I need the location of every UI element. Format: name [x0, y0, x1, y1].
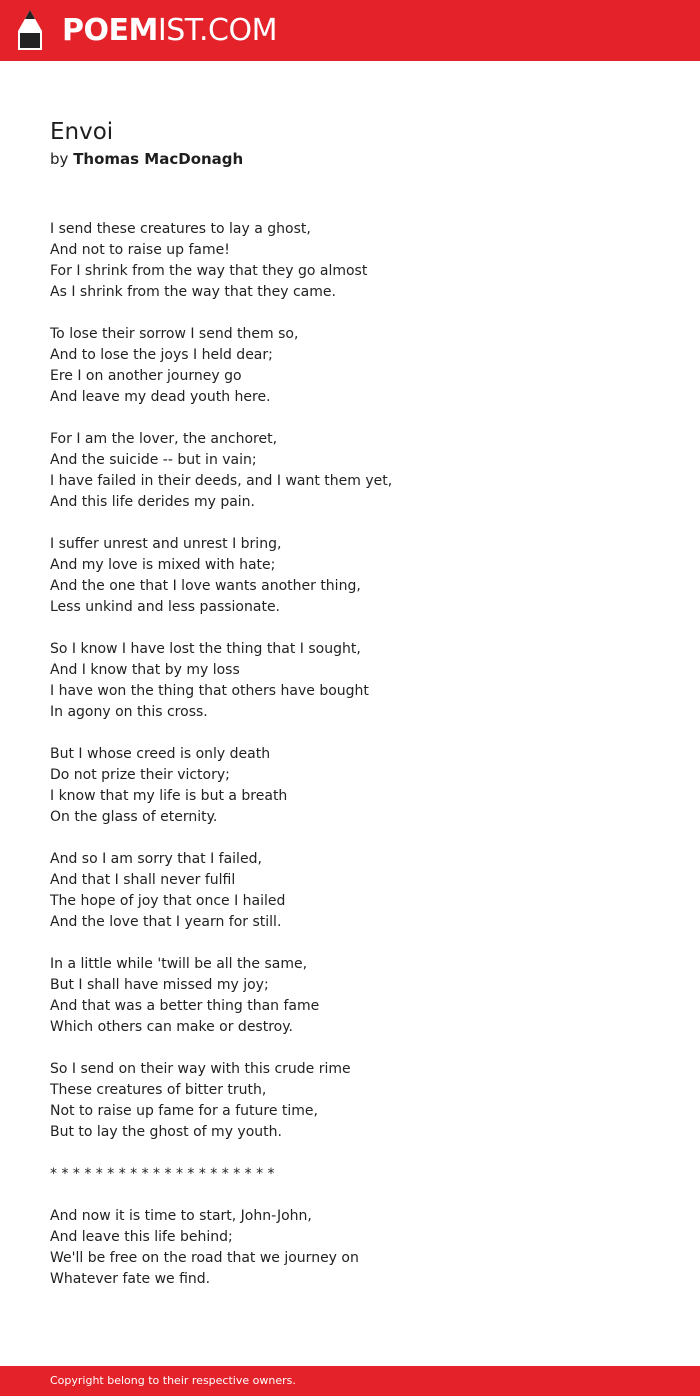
poem-line: And to lose the joys I held dear;: [50, 347, 273, 363]
poem-line: In agony on this cross.: [50, 704, 208, 720]
poem-line: And not to raise up fame!: [50, 242, 230, 258]
poem-line: For I am the lover, the anchoret,: [50, 431, 278, 447]
poem-stanza: [50, 324, 650, 408]
poem-line: So I send on their way with this crude rime: [50, 1061, 351, 1077]
poem-line: And the love that I yearn for still.: [50, 914, 282, 930]
poem-stanza: [50, 534, 650, 618]
poem-line: * * * * * * * * * * * * * * * * * * * *: [50, 1166, 275, 1182]
footer-copyright: Copyright belong to their respective owners.: [50, 1374, 296, 1387]
poem-stanza: [50, 849, 650, 933]
poem-line: On the glass of eternity.: [50, 809, 218, 825]
poem-author: Thomas MacDonagh: [73, 150, 244, 168]
poem-stanza: [50, 429, 650, 513]
poem-line: To lose their sorrow I send them so,: [50, 326, 299, 342]
poem-line: Whatever fate we find.: [50, 1271, 211, 1287]
poem-line: And the suicide -- but in vain;: [50, 452, 257, 468]
poem-line: But to lay the ghost of my youth.: [50, 1124, 282, 1140]
poem-line: Not to raise up fame for a future time,: [50, 1103, 318, 1119]
poem-stanza: [50, 1059, 650, 1143]
poem-line: And so I am sorry that I failed,: [50, 851, 262, 867]
poem-stanza: [50, 1206, 650, 1290]
poem-stanza: [50, 744, 650, 828]
poem-stanza: [50, 954, 650, 1038]
poem-line: I send these creatures to lay a ghost,: [50, 221, 311, 237]
poem-line: Less unkind and less passionate.: [50, 599, 281, 615]
poem-line: And my love is mixed with hate;: [50, 557, 276, 573]
poem-line: And I know that by my loss: [50, 662, 240, 678]
site-footer: [0, 1366, 700, 1396]
poem-line: Ere I on another journey go: [50, 368, 242, 384]
poem-line: And that I shall never fulfil: [50, 872, 236, 888]
poem-line: I have failed in their deeds, and I want them yet,: [50, 473, 393, 489]
poem-line: As I shrink from the way that they came.: [50, 284, 336, 300]
poem-line: For I shrink from the way that they go almost: [50, 263, 368, 279]
poem-line: And leave my dead youth here.: [50, 389, 271, 405]
poem-line: But I shall have missed my joy;: [50, 977, 269, 993]
poem-body: [50, 219, 650, 1311]
poem-line: The hope of joy that once I hailed: [50, 893, 286, 909]
poem-line: Do not prize their victory;: [50, 767, 230, 783]
poem-byline: [50, 149, 243, 169]
poem-stanza: [50, 639, 650, 723]
poem-line: I suffer unrest and unrest I bring,: [50, 536, 282, 552]
poem-line: And now it is time to start, John-John,: [50, 1208, 312, 1224]
logo-light-text: IST.COM: [157, 13, 277, 48]
poem-line: But I whose creed is only death: [50, 746, 271, 762]
logo-bold-text: POEM: [62, 13, 158, 48]
poem-line: Which others can make or destroy.: [50, 1019, 293, 1035]
site-header: [0, 0, 700, 61]
poem-stanza: [50, 1164, 650, 1185]
poem-line: And that was a better thing than fame: [50, 998, 320, 1014]
poem-title: Envoi: [50, 119, 114, 145]
poem-line: And this life derides my pain.: [50, 494, 255, 510]
poem-line: We'll be free on the road that we journey on: [50, 1250, 359, 1266]
poem-line: I know that my life is but a breath: [50, 788, 288, 804]
poem-line: These creatures of bitter truth,: [50, 1082, 267, 1098]
site-logo[interactable]: [62, 12, 277, 50]
poem-line: So I know I have lost the thing that I sought,: [50, 641, 361, 657]
pencil-icon[interactable]: [17, 9, 43, 51]
poem-stanza: [50, 219, 650, 303]
poem-line: In a little while 'twill be all the same,: [50, 956, 308, 972]
poem-line: And leave this life behind;: [50, 1229, 233, 1245]
poem-line: I have won the thing that others have bought: [50, 683, 369, 699]
poem-line: And the one that I love wants another thing,: [50, 578, 361, 594]
by-label: by: [50, 150, 69, 168]
